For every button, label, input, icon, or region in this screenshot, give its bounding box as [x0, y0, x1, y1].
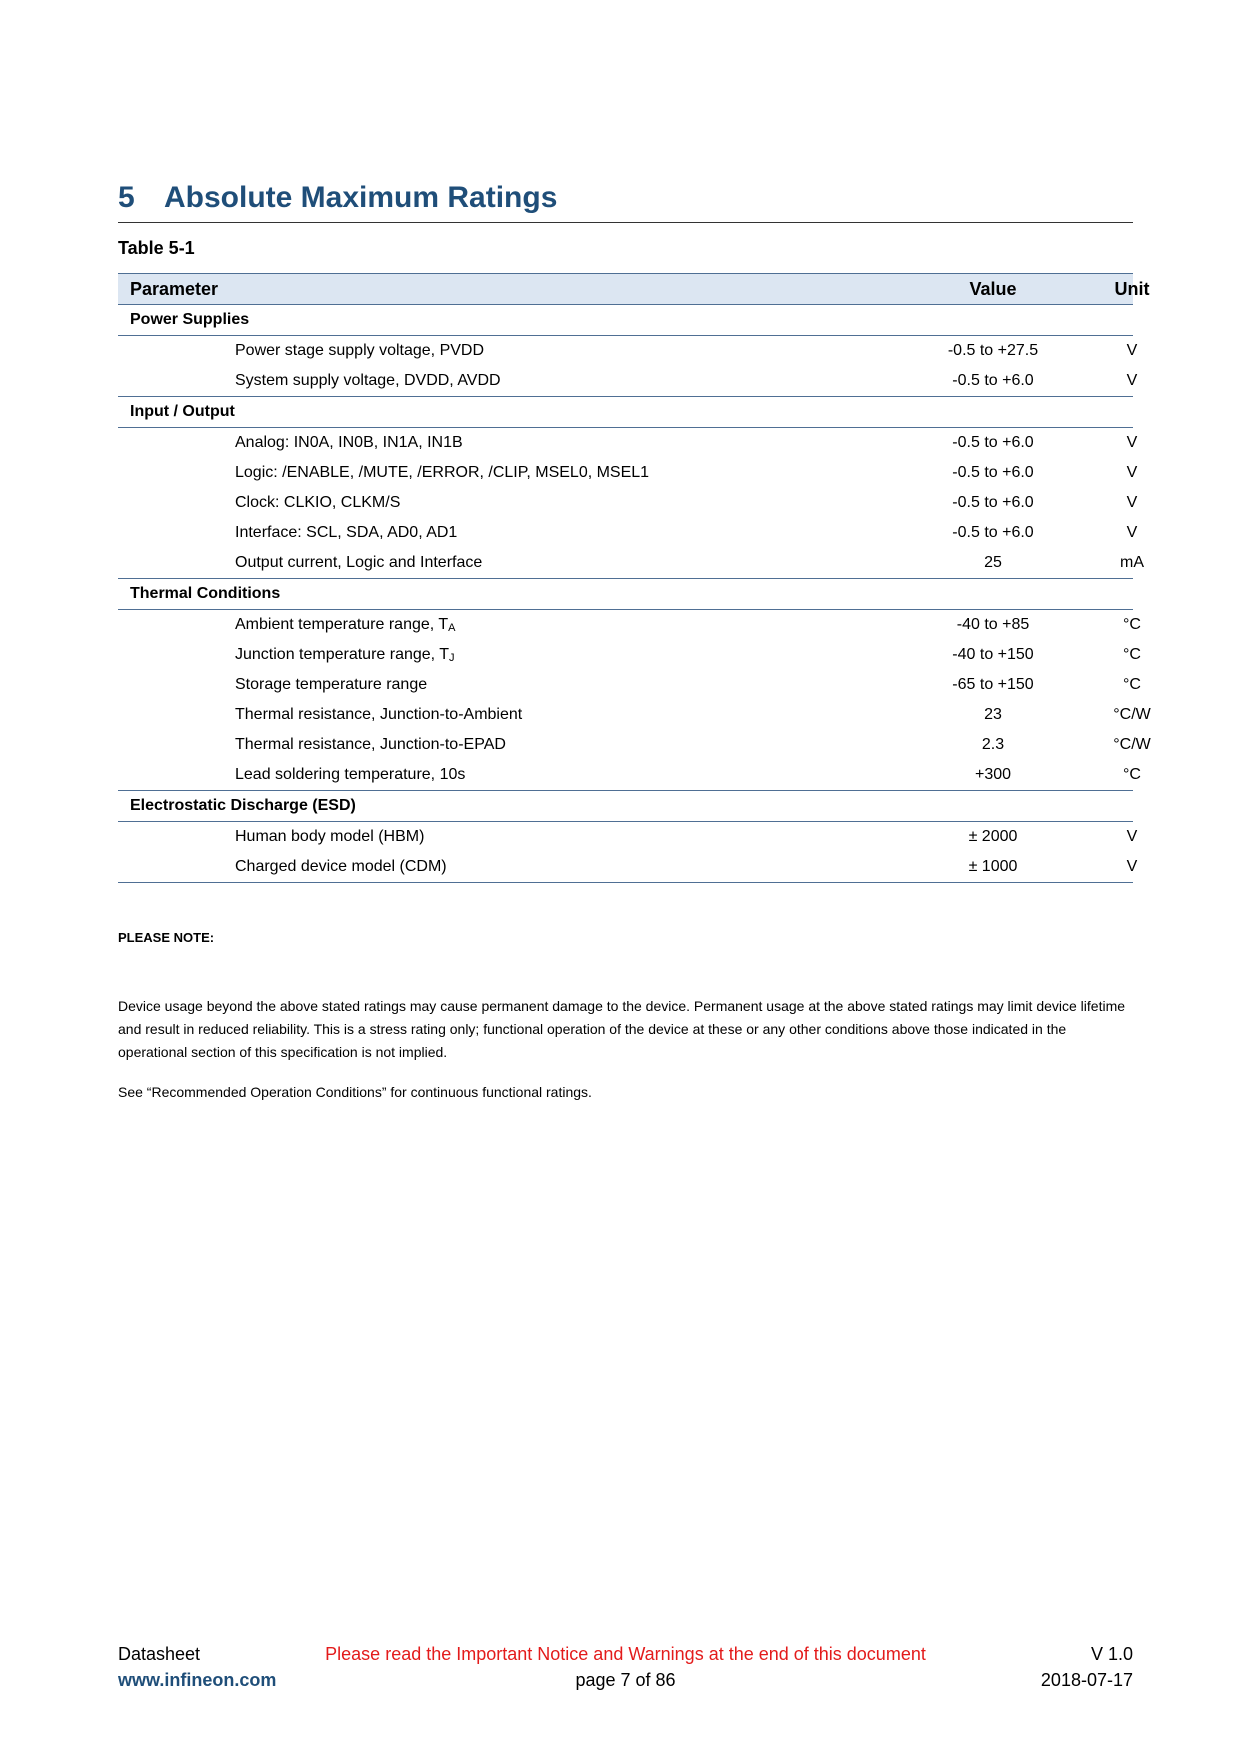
row-parameter: [235, 428, 463, 458]
section-heading: [118, 178, 1133, 223]
row-parameter-text: Output current, Logic and Interface: [235, 554, 483, 571]
note-paragraph-2: See “Recommended Operation Conditions” for continuous functional ratings.: [118, 1084, 592, 1100]
ratings-table: [118, 273, 1151, 883]
row-unit: V: [1126, 342, 1138, 359]
row-parameter-text: Logic: /ENABLE, /MUTE, /ERROR, /CLIP, MSEL0, MSEL1: [235, 464, 650, 481]
row-unit: mA: [1120, 554, 1144, 571]
row-unit: V: [1126, 434, 1138, 451]
row-value: -0.5 to +6.0: [952, 494, 1034, 511]
row-parameter-text: Storage temperature range: [235, 676, 428, 693]
row-parameter-text: Ambient temperature range, T: [235, 616, 449, 633]
group-name: Power Supplies: [130, 311, 250, 328]
table-caption: Table 5-1: [118, 238, 195, 258]
table-group-row: [118, 305, 1133, 336]
footer-date: 2018-07-17: [1040, 1670, 1133, 1690]
table-row: [118, 548, 1144, 579]
row-value: 2.3: [981, 736, 1005, 753]
row-parameter: [235, 670, 427, 700]
row-parameter-text: Power stage supply voltage, PVDD: [235, 342, 485, 359]
page-footer: [118, 1641, 1133, 1697]
row-value: 23: [984, 706, 1002, 723]
row-parameter-text: Clock: CLKIO, CLKM/S: [235, 494, 401, 511]
row-parameter-text: Interface: SCL, SDA, AD0, AD1: [235, 524, 458, 541]
group-name: Thermal Conditions: [130, 585, 281, 602]
section-title: Absolute Maximum Ratings: [164, 181, 558, 214]
group-name: Input / Output: [130, 403, 235, 420]
row-parameter-text: System supply voltage, DVDD, AVDD: [235, 372, 501, 389]
row-parameter-text: Thermal resistance, Junction-to-Ambient: [235, 706, 523, 723]
footer-version: V 1.0: [1090, 1644, 1133, 1664]
table-group-row: [118, 397, 1133, 428]
row-parameter: [235, 640, 455, 673]
row-parameter-text: Analog: IN0A, IN0B, IN1A, IN1B: [235, 434, 463, 451]
row-parameter-text: Charged device model (CDM): [235, 858, 447, 875]
footer-page-number: page 7 of 86: [575, 1670, 676, 1690]
row-value: -0.5 to +6.0: [952, 524, 1034, 541]
row-parameter-text: Human body model (HBM): [235, 828, 425, 845]
table-row: [118, 730, 1151, 760]
row-unit: V: [1126, 464, 1138, 481]
row-unit: V: [1126, 494, 1138, 511]
footer-notice: Please read the Important Notice and Warnings at the end of this document: [325, 1644, 926, 1664]
table-row: [118, 610, 1141, 640]
row-value: -65 to +150: [952, 676, 1034, 693]
row-unit: V: [1126, 372, 1138, 389]
table-row: [118, 852, 1138, 883]
table-row: [118, 336, 1138, 366]
table-row: [118, 428, 1138, 458]
section-number: 5: [118, 181, 135, 214]
row-value: -0.5 to +6.0: [952, 464, 1034, 481]
table-row: [118, 760, 1141, 791]
table-row: [118, 518, 1138, 548]
row-parameter: [235, 458, 649, 488]
note-title: PLEASE NOTE:: [118, 930, 215, 945]
row-value: +300: [974, 766, 1012, 783]
table-group-row: [118, 579, 1133, 610]
row-value: 25: [984, 554, 1002, 571]
row-parameter: [235, 488, 400, 518]
row-parameter: [235, 336, 484, 366]
header-value: Value: [969, 279, 1017, 299]
row-parameter-subscript: J: [449, 652, 455, 664]
row-value: ± 2000: [968, 828, 1018, 845]
row-parameter: [235, 610, 456, 643]
row-parameter: [235, 822, 424, 852]
row-value: -0.5 to +27.5: [947, 342, 1039, 359]
table-group-row: [118, 791, 1133, 822]
row-parameter: [235, 366, 501, 396]
row-unit: V: [1126, 828, 1138, 845]
footer-url-link[interactable]: www.infineon.com: [118, 1670, 277, 1690]
row-parameter-text: Thermal resistance, Junction-to-EPAD: [235, 736, 506, 753]
row-unit: V: [1126, 524, 1138, 541]
row-unit: °C: [1123, 676, 1141, 693]
footer-doc-type: Datasheet: [118, 1644, 201, 1664]
row-parameter: [235, 518, 457, 548]
row-value: -0.5 to +6.0: [952, 434, 1034, 451]
table-header-row: [118, 273, 1150, 305]
table-row: [118, 700, 1151, 730]
row-value: -0.5 to +6.0: [952, 372, 1034, 389]
row-parameter: [235, 548, 482, 578]
table-row: [118, 488, 1138, 518]
row-parameter: [235, 700, 522, 730]
row-parameter-text: Lead soldering temperature, 10s: [235, 766, 466, 783]
group-name: Electrostatic Discharge (ESD): [130, 797, 356, 814]
row-unit: °C/W: [1113, 736, 1151, 753]
row-unit: °C/W: [1113, 706, 1151, 723]
row-parameter: [235, 852, 447, 882]
notes-section: [118, 926, 1133, 1104]
header-unit: Unit: [1114, 279, 1150, 299]
row-parameter: [235, 730, 506, 760]
row-parameter: [235, 760, 465, 790]
table-row: [118, 458, 1138, 488]
row-value: -40 to +85: [956, 616, 1030, 633]
table-row: [118, 822, 1138, 852]
row-unit: °C: [1123, 646, 1141, 663]
row-parameter-subscript: A: [448, 622, 456, 634]
header-parameter: Parameter: [130, 279, 219, 299]
table-row: [118, 640, 1141, 670]
note-paragraph-1: Device usage beyond the above stated ratings may cause permanent damage to the device. Permanent usage at the above stated ratings may limit device lifetime and result in reduced reliability. This is a stress rating only; functional operation of the device at these or any other conditions above those indicated in the operational section of this specification is not implied.: [118, 998, 1126, 1060]
row-unit: °C: [1123, 616, 1141, 633]
row-unit: V: [1126, 858, 1138, 875]
row-unit: °C: [1123, 766, 1141, 783]
row-value: -40 to +150: [952, 646, 1034, 663]
row-value: ± 1000: [968, 858, 1018, 875]
table-row: [118, 366, 1138, 397]
row-parameter-text: Junction temperature range, T: [235, 646, 450, 663]
table-row: [118, 670, 1141, 700]
